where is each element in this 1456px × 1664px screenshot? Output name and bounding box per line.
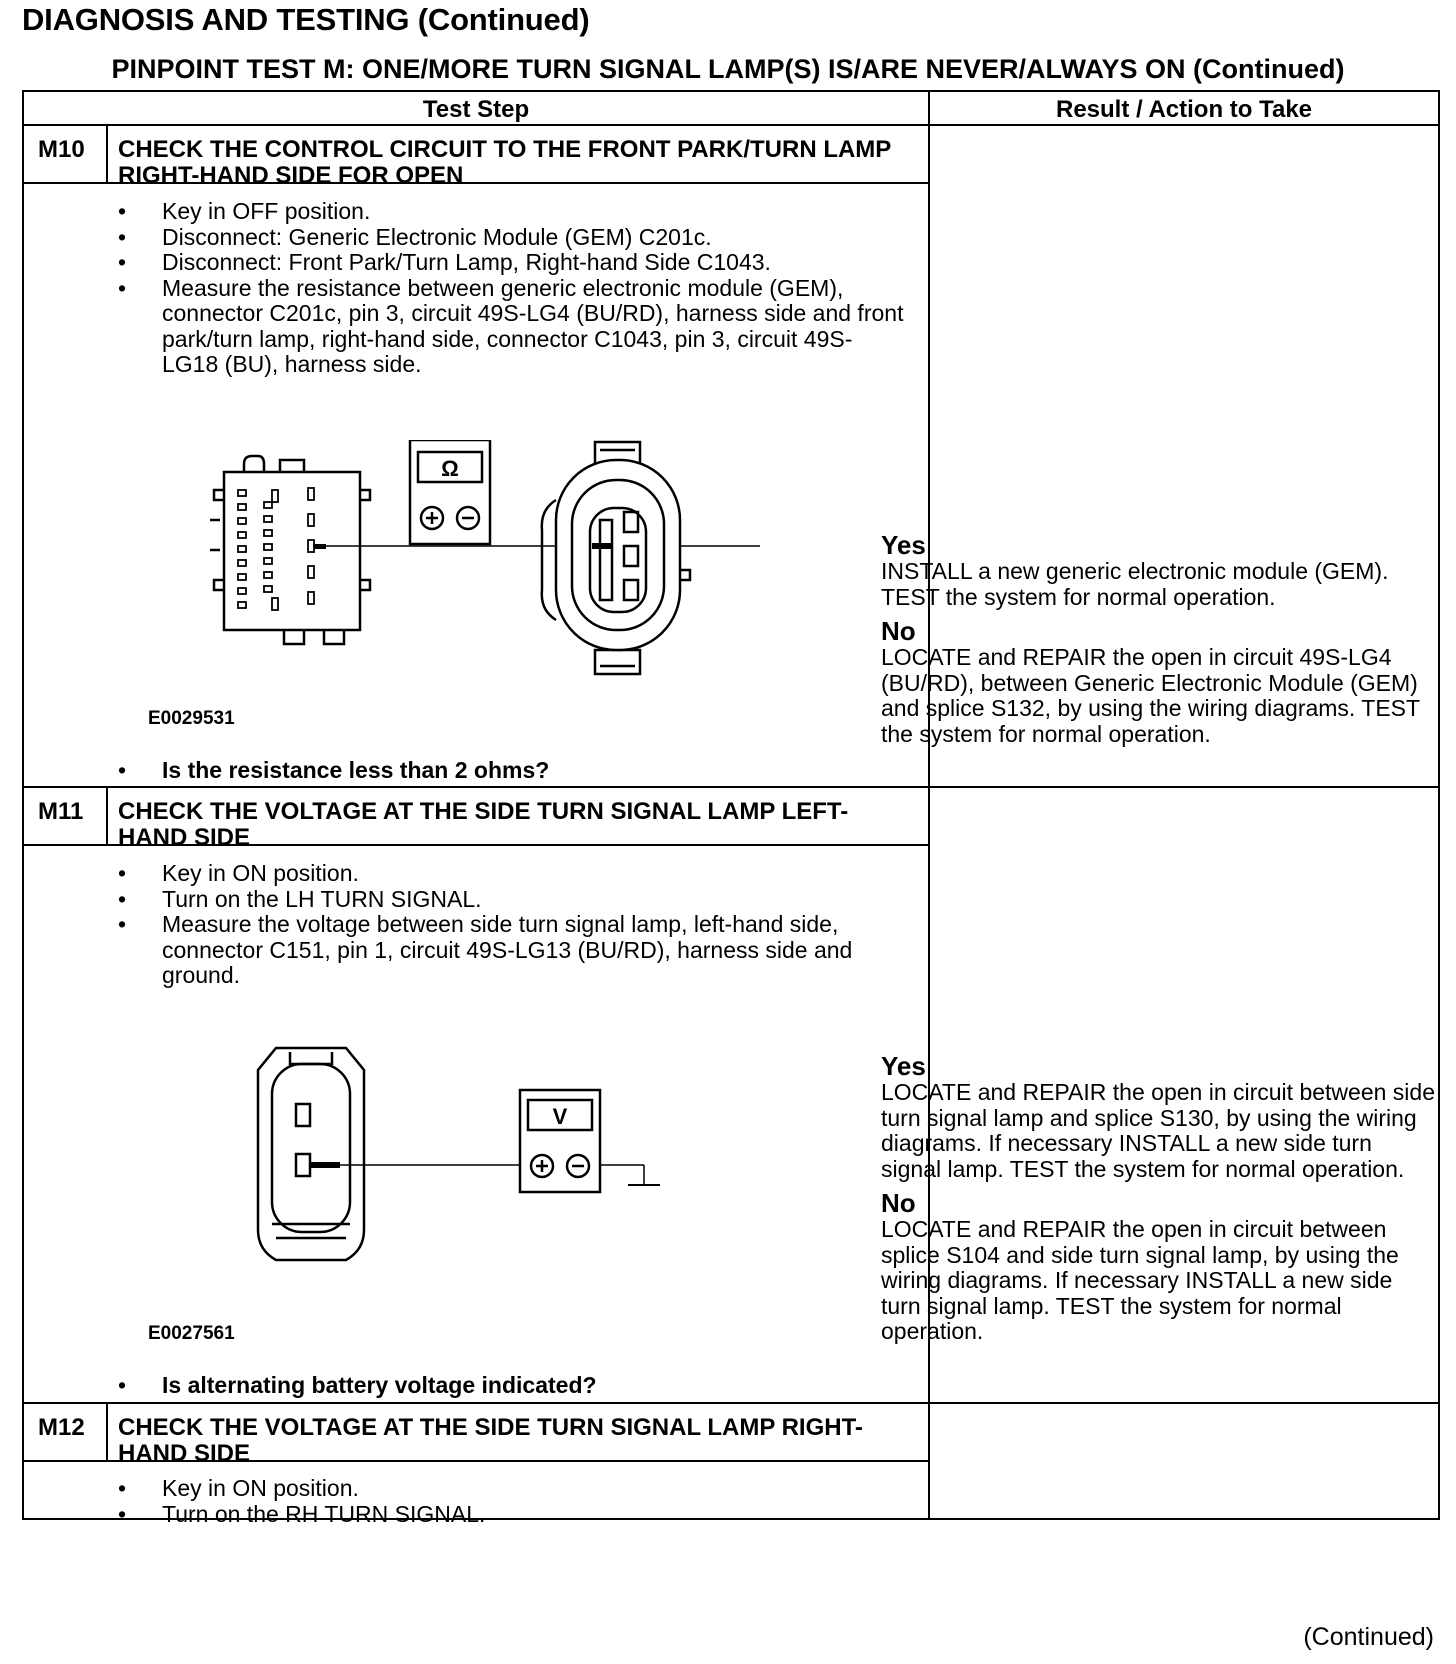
step-question: • Is alternating battery voltage indicated? (118, 1372, 597, 1399)
bullet-item: • Disconnect: Generic Electronic Module (GEM) C201c. (118, 225, 908, 251)
table-title: PINPOINT TEST M: ONE/MORE TURN SIGNAL LAMP(S) IS/ARE NEVER/ALWAYS ON (Continued) (111, 54, 1345, 84)
bullet-item: • Key in ON position. (118, 861, 908, 887)
step-title: CHECK THE CONTROL CIRCUIT TO THE FRONT PARK/TURN LAMP RIGHT-HAND SIDE FOR OPEN (118, 136, 891, 189)
step-id: M11 (38, 798, 84, 825)
table-border-left (22, 90, 24, 1520)
figure-id: E0027561 (148, 1323, 235, 1344)
bullet-item: • Disconnect: Front Park/Turn Lamp, Right-hand Side C1043. (118, 250, 908, 276)
result-label-yes: Yes (881, 530, 926, 560)
continued-label: (Continued) (1303, 1623, 1434, 1651)
bullet-item: • Turn on the RH TURN SIGNAL. (118, 1502, 908, 1528)
column-header-result: Result / Action to Take (1055, 96, 1313, 123)
bullet-item: • Turn on the LH TURN SIGNAL. (118, 887, 908, 913)
bullet-item: • Key in ON position. (118, 1476, 908, 1502)
gem-connector-pins (238, 488, 314, 610)
step-id: M12 (38, 1414, 85, 1441)
result-label-yes: Yes (881, 1051, 926, 1081)
table-border-top (22, 90, 1440, 92)
result-block (881, 532, 1436, 755)
bullet-item: • Measure the resistance between generic electronic module (GEM), connector C201c, pin 3, circuit 49S-LG4 (BU/RD), harness side and front park/turn lamp, right-hand side, connector C1043, pin 3, circuit 49S-LG18 (BU), harness side. (118, 276, 908, 378)
side-lamp-voltage-diagram (236, 1040, 696, 1280)
step-title: CHECK THE VOLTAGE AT THE SIDE TURN SIGNAL LAMP LEFT-HAND SIDE (118, 798, 849, 851)
result-text-yes: LOCATE and REPAIR the open in circuit between side turn signal lamp and splice S130, by using the wiring diagrams. If necessary INSTALL a new side turn signal lamp. TEST the system for normal operation. (881, 1079, 1435, 1182)
gem-connector-resistance-diagram (200, 440, 760, 730)
header-row-divider (22, 124, 1440, 126)
result-text-no: LOCATE and REPAIR the open in circuit 49S-LG4 (BU/RD), between Generic Electronic Module (GEM) and splice S132, by using the wiring diagrams. TEST the system for normal operation. (881, 644, 1420, 747)
result-label-no: No (881, 1188, 916, 1218)
step-bullets (118, 861, 908, 989)
step-question: • Is the resistance less than 2 ohms? (118, 757, 549, 784)
lamp-connector (542, 442, 690, 674)
result-label-no: No (881, 616, 916, 646)
result-text-yes: INSTALL a new generic electronic module (GEM). TEST the system for normal operation. (881, 558, 1389, 610)
m11-id-divider (106, 786, 108, 846)
figure-id: E0029531 (148, 708, 235, 729)
side-lamp-connector (258, 1048, 364, 1260)
table-border-right (1438, 90, 1440, 1520)
step-bullets (118, 199, 908, 378)
meter-symbol: Ω (441, 456, 459, 481)
m11-row-divider (22, 1402, 1440, 1404)
step-bullets (118, 1476, 908, 1527)
result-text-no: LOCATE and REPAIR the open in circuit between splice S104 and side turn signal lamp, by using the wiring diagrams. If necessary INSTALL a new side turn signal lamp. TEST the system for normal operation. (881, 1216, 1399, 1344)
result-block (881, 1053, 1436, 1353)
bullet-item: • Key in OFF position. (118, 199, 908, 225)
column-header-test-step: Test Step (422, 96, 530, 123)
m10-id-divider (106, 124, 108, 184)
m12-id-divider (106, 1402, 108, 1462)
meter-symbol: V (552, 1104, 568, 1129)
bullet-item: • Measure the voltage between side turn signal lamp, left-hand side, connector C151, pin 1, circuit 49S-LG13 (BU/RD), harness side and ground. (118, 912, 908, 989)
page-title: DIAGNOSIS AND TESTING (Continued) (22, 2, 590, 37)
step-id: M10 (38, 136, 85, 163)
step-title: CHECK THE VOLTAGE AT THE SIDE TURN SIGNAL LAMP RIGHT-HAND SIDE (118, 1414, 863, 1467)
m10-row-divider (22, 786, 1440, 788)
